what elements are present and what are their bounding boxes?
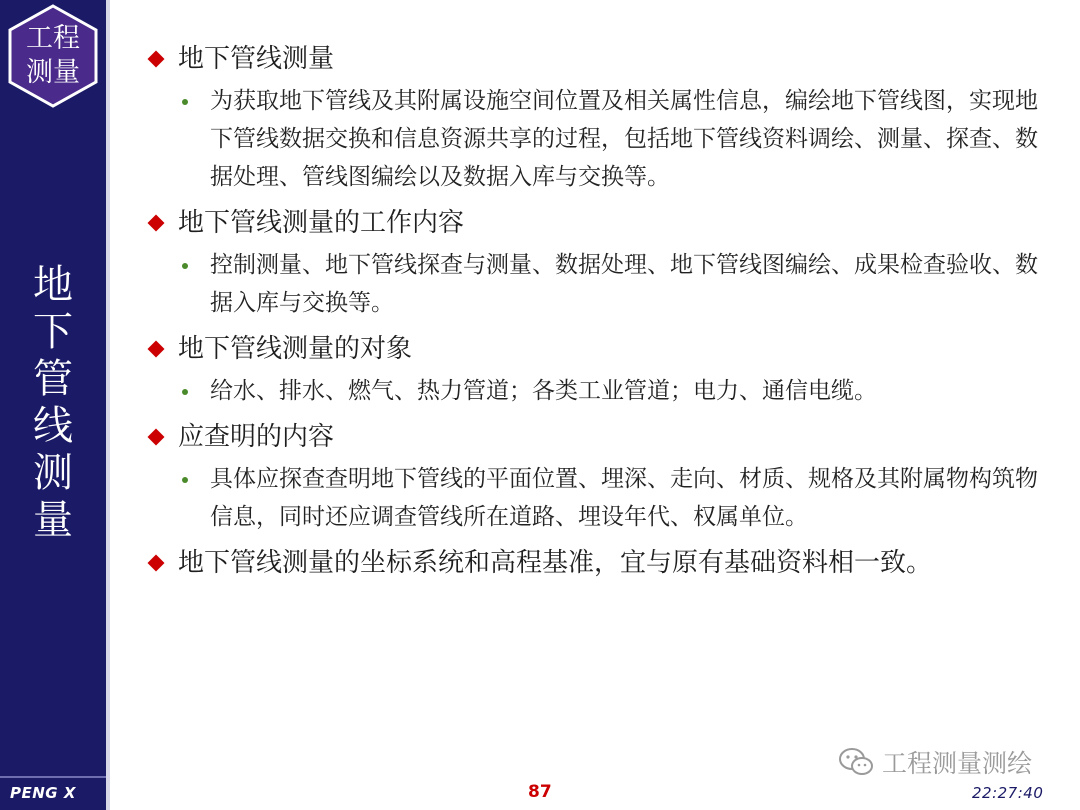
sidebar-title-char: 地 [33,262,73,308]
sidebar-title-char: 下 [33,309,73,355]
diamond-icon [148,555,165,572]
sidebar-edge [106,0,110,810]
sidebar [0,0,106,810]
bullet-dot-icon [182,99,188,105]
section-heading [146,330,1066,368]
bullet-dot-icon [182,263,188,269]
sidebar-title-char: 线 [33,403,73,449]
sidebar-title-char: 测 [33,450,73,496]
diamond-icon [148,215,165,232]
slide-content [146,40,1066,586]
diamond-icon [148,341,165,358]
bullet-item [146,372,1066,410]
wechat-icon [838,746,874,778]
sidebar-title-char: 量 [33,497,73,543]
time-label: 22:27:40 [972,784,1044,802]
diamond-icon [148,51,165,68]
section-heading [146,40,1066,78]
author-label: PENG X [10,784,76,802]
logo-line-2: 测量 [26,57,80,88]
section-heading [146,204,1066,242]
sidebar-divider [0,776,106,778]
watermark [838,744,1032,780]
page-number: 87 [528,782,552,802]
bullet-text: 给水、排水、燃气、热力管道；各类工业管道；电力、通信电缆。 [210,378,877,404]
section-heading [146,544,1066,582]
section-heading-text: 地下管线测量的工作内容 [178,208,465,238]
section-heading-text: 地下管线测量 [178,44,335,74]
logo-text [6,22,100,90]
section-heading-text: 地下管线测量的坐标系统和高程基准，宜与原有基础资料相一致。 [178,548,933,578]
bullet-item [146,460,1066,536]
bullet-dot-icon [182,477,188,483]
diamond-icon [148,429,165,446]
logo-line-1: 工程 [26,23,80,54]
section-heading-text: 地下管线测量的对象 [178,334,413,364]
bullet-text: 具体应探查查明地下管线的平面位置、埋深、走向、材质、规格及其附属物构筑物信息，同时还应调查管线所在道路、埋设年代、权属单位。 [210,466,1038,530]
bullet-text: 为获取地下管线及其附属设施空间位置及相关属性信息，编绘地下管线图，实现地下管线数据交换和信息资源共享的过程，包括地下管线资料调绘、测量、探查、数据处理、管线图编绘以及数据入库与交换等。 [210,88,1038,190]
section-heading [146,418,1066,456]
bullet-item [146,246,1066,322]
bullet-item [146,82,1066,196]
bullet-text: 控制测量、地下管线探查与测量、数据处理、地下管线图编绘、成果检查验收、数据入库与交换等。 [210,252,1038,316]
bullet-dot-icon [182,389,188,395]
section-heading-text: 应查明的内容 [178,422,335,452]
sidebar-title-char: 管 [33,356,73,402]
sidebar-title [0,262,106,544]
watermark-text: 工程测量测绘 [882,749,1033,778]
